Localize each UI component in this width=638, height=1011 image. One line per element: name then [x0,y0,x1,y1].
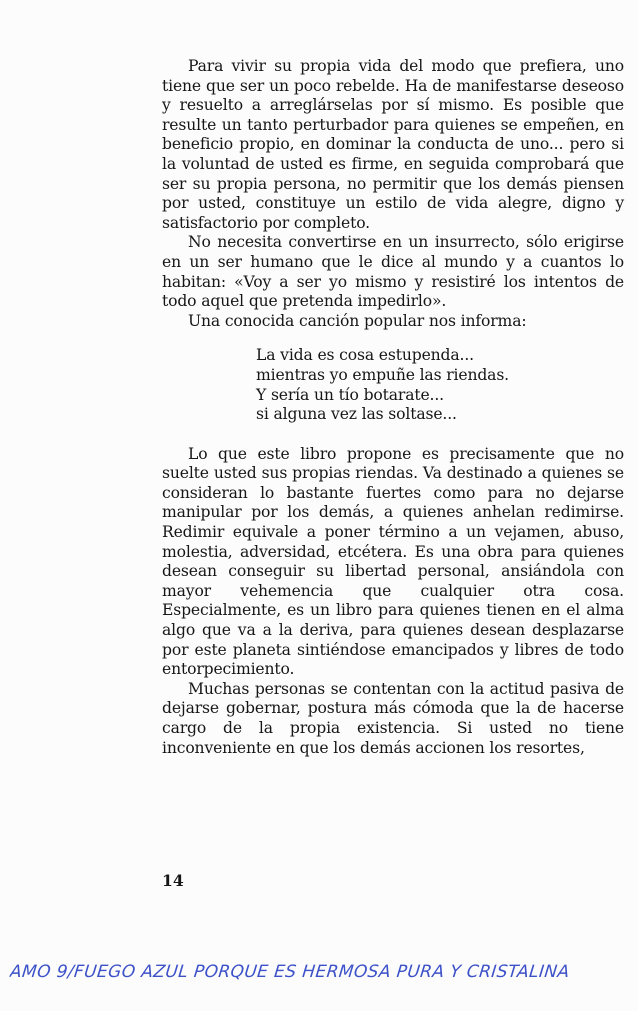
page-number: 14 [162,871,184,890]
verse-line: La vida es cosa estupenda... [256,346,474,365]
song-verse [256,346,624,424]
paragraph-2: No necesita convertirse en un insurrecto, sólo erigirse en un ser humano que le dice al mundo y a cuantos lo habitan: «Voy a ser yo mismo y resistiré los intentos de todo aquel que pretenda impedirlo». [162,233,624,311]
handwritten-note: AMO 9/FUEGO AZUL PORQUE ES HERMOSA PURA Y CRISTALINA [8,962,571,982]
paragraph-1: Para vivir su propia vida del modo que prefiera, uno tiene que ser un poco rebelde. Ha de manifestarse deseoso y resuelto a arreglárselas por sí mismo. Es posible que resulte un tanto perturbador para quienes se empeñen, en beneficio propio, en dominar la conducta de uno... pero si la voluntad de usted es firme, en seguida comprobará que ser su propia persona, no permitir que los demás piensen por usted, constituye un estilo de vida alegre, digno y satisfactorio por completo. [162,57,624,232]
paragraph-5: Muchas personas se contentan con la actitud pasiva de dejarse gobernar, postura más cómoda que la de hacerse cargo de la propia existencia. Si usted no tiene inconveniente en que los demás accionen los resortes, [162,679,624,757]
body-text [162,57,624,758]
paragraph-4: Lo que este libro propone es precisamente que no suelte usted sus propias riendas. Va destinado a quienes se consideran lo bastante fuertes como para no dejarse manipular por los demás, a quienes anhelan redimirse. Redimir equivale a poner término a un vejamen, abuso, molestia, adversidad, etcétera. Es una obra para quienes desean conseguir su libertad personal, ansiándola con mayor vehemencia que cualquier otra cosa. Especialmente, es un libro para quienes tienen en el alma algo que va a la deriva, para quienes desean desplazarse por este planeta sintiéndose emancipados y libres de todo entorpecimiento. [162,444,624,679]
paragraph-3: Una conocida canción popular nos informa: [188,311,527,330]
verse-line: si alguna vez las soltase... [256,405,457,424]
verse-line: Y sería un tío botarate... [256,385,444,404]
verse-line: mientras yo empuñe las riendas. [256,365,509,384]
